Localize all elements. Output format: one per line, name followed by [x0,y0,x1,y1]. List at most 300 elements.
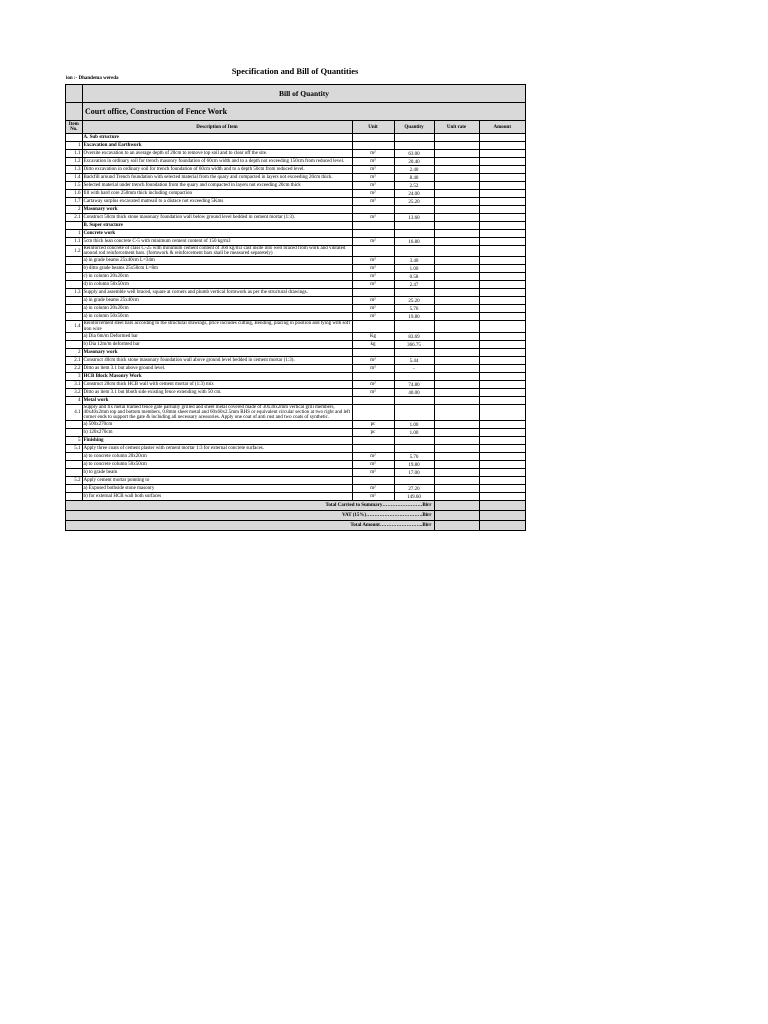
table-row [66,158,525,166]
quantity-cell: 25.20 [394,297,434,305]
unit-rate-cell [434,445,479,453]
amount-cell [479,356,525,364]
table-row [66,429,525,437]
quantity-cell [394,404,434,421]
table-row [66,313,525,321]
amount-cell [479,166,525,174]
item-no-cell: 1.3 [66,166,82,174]
table-row [66,348,525,356]
item-no-cell: 1 [66,230,82,238]
description-cell: Ditto as item 3.1 but above ground level. [82,364,352,372]
page-title: Specification and Bill of Quantities [231,66,359,76]
amount-cell [479,469,525,477]
quantity-cell: 1.00 [394,421,434,429]
unit-cell: m² [352,380,394,388]
item-no-cell [66,265,82,273]
table-row [66,437,525,445]
table-row [66,421,525,429]
item-no-cell [66,461,82,469]
table-row [66,445,525,453]
unit-rate-cell [434,321,479,332]
unit-rate-cell [434,469,479,477]
quantity-cell: 40.00 [394,388,434,396]
table-row [66,281,525,289]
table-row [66,404,525,421]
quantity-cell: 20.40 [394,158,434,166]
unit-cell: m² [352,305,394,313]
unit-cell: m³ [352,364,394,372]
unit-rate-cell [434,485,479,493]
unit-rate-cell [434,273,479,281]
amount-cell [479,313,525,321]
quantity-cell: - [394,364,434,372]
amount-cell [479,445,525,453]
unit-cell: m² [352,493,394,501]
item-no-cell: 2 [66,348,82,356]
description-cell: Masonary work [82,348,352,356]
amount-cell [479,461,525,469]
table-row [66,485,525,493]
description-cell: Construct 50cm thick stone masonary foundation wall below ground level bedded in cement mortar (1:3). [82,214,352,222]
item-no-cell [66,273,82,281]
description-cell: Masonary work [82,206,352,214]
total-summary-row [66,501,525,511]
unit-rate-cell [434,396,479,404]
unit-cell: m² [352,238,394,246]
table-row [66,273,525,281]
unit-rate-cell [434,246,479,257]
description-cell: a) Exposed bothside stone masonry [82,485,352,493]
bill-banner-title: Bill of Quantity [278,89,329,98]
quantity-cell [394,396,434,404]
item-no-cell: 3 [66,372,82,380]
description-cell: Reinforcement steel bars according to the structural drawings, price includes cutting, Bending, placing in position and tying with soft iron wire [82,321,352,332]
table-row [66,340,525,348]
table-row [66,469,525,477]
description-cell: Apply cement mortar pointing to [82,477,352,485]
unit-cell: m² [352,461,394,469]
col-description: Description of Item [82,121,352,134]
unit-rate-cell [434,222,479,230]
amount-cell [479,477,525,485]
quantity-cell: 27.20 [394,485,434,493]
table-row [66,396,525,404]
amount-cell [479,257,525,265]
table-row [66,305,525,313]
unit-cell: m³ [352,174,394,182]
unit-rate-cell [434,364,479,372]
unit-cell: m³ [352,356,394,364]
unit-cell [352,142,394,150]
table-row [66,134,525,142]
unit-cell [352,134,394,142]
amount-cell [479,182,525,190]
item-no-cell [66,257,82,265]
table-row [66,477,525,485]
table-row [66,372,525,380]
project-header [66,103,525,121]
unit-rate-cell [434,182,479,190]
unit-rate-cell [434,238,479,246]
unit-cell: m² [352,313,394,321]
unit-rate-cell [434,461,479,469]
table-row [66,206,525,214]
item-no-cell [66,281,82,289]
amount-cell [479,429,525,437]
item-no-cell [66,134,82,142]
table-row [66,150,525,158]
item-no-cell [66,453,82,461]
col-unit-rate: Unit rate [434,121,479,134]
quantity-cell: 13.60 [394,214,434,222]
total-amount-label: Total Amount……………………..Birr [66,521,434,531]
description-cell: a) in column 50x50cm [82,313,352,321]
quantity-cell: 2.52 [394,182,434,190]
unit-cell: m³ [352,198,394,206]
quantity-cell: 2.40 [394,166,434,174]
amount-cell [479,265,525,273]
quantity-cell: 3.40 [394,257,434,265]
unit-rate-cell [434,198,479,206]
unit-rate-cell [434,174,479,182]
item-no-cell: 2.2 [66,364,82,372]
amount-cell [479,198,525,206]
amount-cell [479,273,525,281]
vat-label: VAT (15%)…………………………….Birr [66,511,434,521]
table-row [66,388,525,396]
item-no-cell: 1.1 [66,150,82,158]
description-cell: Cartaway surplus excavated matreail to a distace not exceeding 5Kms [82,198,352,206]
unit-rate-cell [434,158,479,166]
unit-rate-cell [434,190,479,198]
item-no-cell [66,340,82,348]
table-row [66,356,525,364]
unit-cell [352,230,394,238]
unit-rate-cell [434,305,479,313]
amount-cell [479,340,525,348]
amount-cell [479,142,525,150]
quantity-cell [394,206,434,214]
unit-rate-cell [434,142,479,150]
description-cell: Backfill around Trench foundation with selected material from the quary and compacted in layers not exceeding 20cm thick. [82,174,352,182]
total-amount-row [66,521,525,531]
total-summary-amount [479,501,525,511]
quantity-cell: 83.69 [394,332,434,340]
unit-cell [352,222,394,230]
bill-banner [66,85,525,103]
unit-cell: m³ [352,273,394,281]
unit-rate-cell [434,493,479,501]
unit-cell: Kg [352,332,394,340]
amount-cell [479,493,525,501]
amount-cell [479,238,525,246]
item-no-cell [66,297,82,305]
unit-cell [352,404,394,421]
table-row [66,166,525,174]
description-cell: A. Sub structure [82,134,352,142]
table-row [66,230,525,238]
table-row [66,174,525,182]
item-no-cell: 5.1 [66,445,82,453]
item-no-cell: 4.1 [66,404,82,421]
project-gutter [66,103,83,120]
description-cell: a) to concrete column 50x50cm [82,461,352,469]
description-cell: c) in column 20x20cm [82,273,352,281]
table-row [66,321,525,332]
table-row [66,364,525,372]
quantity-cell: 17.00 [394,469,434,477]
table-row [66,461,525,469]
description-cell: b) for external HCB wall both surfaces [82,493,352,501]
total-summary-label: Total Carried to Summary……………………Birr [66,501,434,511]
description-cell: b) ditto grade beams 25x50cm L=8m [82,265,352,273]
quantity-cell [394,142,434,150]
amount-cell [479,332,525,340]
quantity-cell [394,230,434,238]
unit-cell: m³ [352,281,394,289]
quantity-cell [394,222,434,230]
item-no-cell: 1.5 [66,182,82,190]
quantity-cell: 366.75 [394,340,434,348]
unit-cell [352,477,394,485]
quantity-cell: 149.60 [394,493,434,501]
item-no-cell: 3.1 [66,380,82,388]
amount-cell [479,453,525,461]
amount-cell [479,348,525,356]
description-cell: Excavation and Earthwork [82,142,352,150]
unit-rate-cell [434,214,479,222]
unit-rate-cell [434,340,479,348]
unit-cell [352,206,394,214]
description-cell: Concrete work [82,230,352,238]
unit-cell [352,289,394,297]
boq-body [66,134,525,501]
description-cell: B. Super structure [82,222,352,230]
unit-cell: m³ [352,182,394,190]
unit-rate-cell [434,477,479,485]
total-summary-rate [434,501,479,511]
quantity-cell: 19.80 [394,461,434,469]
item-no-cell: 1.4 [66,321,82,332]
unit-cell: m³ [352,166,394,174]
amount-cell [479,485,525,493]
total-amount-value [479,521,525,531]
unit-cell: m² [352,150,394,158]
unit-rate-cell [434,289,479,297]
item-no-cell: 1 [66,142,82,150]
item-no-cell: 1.2 [66,158,82,166]
item-no-cell: 5 [66,437,82,445]
amount-cell [479,421,525,429]
item-no-cell [66,313,82,321]
unit-cell: m² [352,297,394,305]
table-row [66,182,525,190]
boq-table [66,121,525,530]
quantity-cell [394,437,434,445]
quantity-cell: 0.58 [394,273,434,281]
amount-cell [479,222,525,230]
quantity-cell: 2.47 [394,281,434,289]
table-row [66,453,525,461]
table-row [66,238,525,246]
amount-cell [479,281,525,289]
description-cell: Ditto as item 3.1 but bboth side existing fence extending with 50 cm. [82,388,352,396]
unit-rate-cell [434,348,479,356]
unit-cell [352,445,394,453]
unit-rate-cell [434,372,479,380]
description-cell: 5cm thick lean concrete C-5 with minimum cement content of 150 kg/m3 [82,238,352,246]
unit-cell: pc [352,429,394,437]
description-cell: Supply and assemble well braced, square at corners and plumb vertical formwork as per the structural drawings. [82,289,352,297]
unit-rate-cell [434,429,479,437]
description-cell: a) to concrete column 20x20cm [82,453,352,461]
vat-amount [479,511,525,521]
unit-rate-cell [434,230,479,238]
item-no-cell: 1.6 [66,190,82,198]
quantity-cell [394,289,434,297]
table-row [66,265,525,273]
description-cell: Supply and fix metal framed fence gate partially grilled and sheet metal covered made of 30x30x2mm vertical grill members, 40x40x2mm top and bottom members, 0.8mm sheet metal and 60x60x2.5mm RHS or equivalent circular section at two right and left corner ends to support the gate & including all necessary acessories. Apply one coat of anti rust and two coats of synthetic. [83,404,351,421]
project-title: Court office, Construction of Fence Work [85,107,228,116]
table-row [66,297,525,305]
item-no-cell: 1.2 [66,246,82,257]
amount-cell [479,230,525,238]
item-no-cell [66,485,82,493]
item-no-cell [66,305,82,313]
amount-cell [479,437,525,445]
unit-cell: m² [352,469,394,477]
description-cell: Ditto excavation in ordinary soil for trench foundation of 60cm width and to a depth 50cm from reduced level. [82,166,352,174]
quantity-cell: 5.76 [394,305,434,313]
unit-cell [352,246,394,257]
quantity-cell [394,321,434,332]
table-row [66,214,525,222]
amount-cell [479,380,525,388]
description-cell: b) 120x270cm [82,429,352,437]
amount-cell [479,396,525,404]
amount-cell [479,206,525,214]
col-item-no: Item No. [66,121,82,134]
total-amount-rate [434,521,479,531]
amount-cell [479,372,525,380]
item-no-cell: 2.1 [66,356,82,364]
unit-cell: m² [352,190,394,198]
quantity-cell [394,134,434,142]
quantity-cell [394,246,434,257]
amount-cell [479,289,525,297]
item-no-cell [66,469,82,477]
quantity-cell: 24.00 [394,190,434,198]
unit-rate-cell [434,297,479,305]
item-no-cell: 1.3 [66,289,82,297]
description-cell: Metal work [82,396,352,404]
item-no-cell [66,429,82,437]
table-row [66,493,525,501]
quantity-cell: 19.80 [394,313,434,321]
quantity-cell [394,348,434,356]
quantity-cell [394,477,434,485]
quantity-cell: 8.40 [394,174,434,182]
description-cell: Construct 40cm thick stone masonary foundation wall above ground level bedded in cement mortar (1:3). [82,356,352,364]
unit-cell: m³ [352,158,394,166]
description-cell: fill with hard core 250mm thick including compaction [82,190,352,198]
description-cell: a) in grade beams 25x40cm [82,297,352,305]
quantity-cell: 16.80 [394,238,434,246]
amount-cell [479,364,525,372]
unit-rate-cell [434,206,479,214]
unit-rate-cell [434,134,479,142]
description-cell: a) 500x270cm [82,421,352,429]
amount-cell [479,246,525,257]
banner-gutter [66,85,83,102]
unit-cell: m³ [352,214,394,222]
item-no-cell: 2 [66,206,82,214]
quantity-cell: 74.80 [394,380,434,388]
description-cell: b) to grade beam [82,469,352,477]
description-cell: Oversite excavation to an average depth of 20cm to remove top soil and to clear off the site. [82,150,352,158]
quantity-cell [394,445,434,453]
quantity-cell: 25.20 [394,198,434,206]
unit-rate-cell [434,437,479,445]
description-cell: d) in column 50x50cm [82,281,352,289]
item-no-cell: 2.1 [66,214,82,222]
unit-rate-cell [434,150,479,158]
unit-rate-cell [434,257,479,265]
amount-cell [479,404,525,421]
unit-rate-cell [434,332,479,340]
table-row [66,142,525,150]
item-no-cell [66,222,82,230]
amount-cell [479,214,525,222]
amount-cell [479,174,525,182]
unit-cell [352,321,394,332]
unit-rate-cell [434,166,479,174]
unit-rate-cell [434,388,479,396]
table-row [66,380,525,388]
quantity-cell: 63.00 [394,150,434,158]
boq-sheet [65,84,526,531]
item-no-cell: 1.4 [66,174,82,182]
quantity-cell: 1.00 [394,429,434,437]
description-cell: Finishing [82,437,352,445]
item-no-cell [66,493,82,501]
amount-cell [479,190,525,198]
description-cell: Apply three coats of cement plaster with cement mortar 1:3 for external concrete surfaces. [82,445,352,453]
description-cell: Reinforced concrete of class C-25 with minimum cement content of 360 kg/m3 cast insite into well braced from work and vibrated around rod reinforcement bars. (formwork & reinforcement bars shall be measured separetely) [82,246,352,257]
amount-cell [479,297,525,305]
col-unit: Unit [352,121,394,134]
item-no-cell: 3.2 [66,388,82,396]
unit-rate-cell [434,380,479,388]
item-no-cell [66,421,82,429]
quantity-cell: 5.76 [394,453,434,461]
unit-cell: m² [352,485,394,493]
unit-rate-cell [434,313,479,321]
table-row [66,332,525,340]
unit-cell: m² [352,453,394,461]
vat-rate [434,511,479,521]
amount-cell [479,305,525,313]
description-cell: a) in column 20x20cm [82,305,352,313]
unit-rate-cell [434,404,479,421]
unit-cell [352,372,394,380]
description-cell: a) Dia 6m/m Deformed bar [82,332,352,340]
item-no-cell: 1.7 [66,198,82,206]
unit-rate-cell [434,421,479,429]
vat-row [66,511,525,521]
unit-cell: pc [352,421,394,429]
table-row [66,257,525,265]
